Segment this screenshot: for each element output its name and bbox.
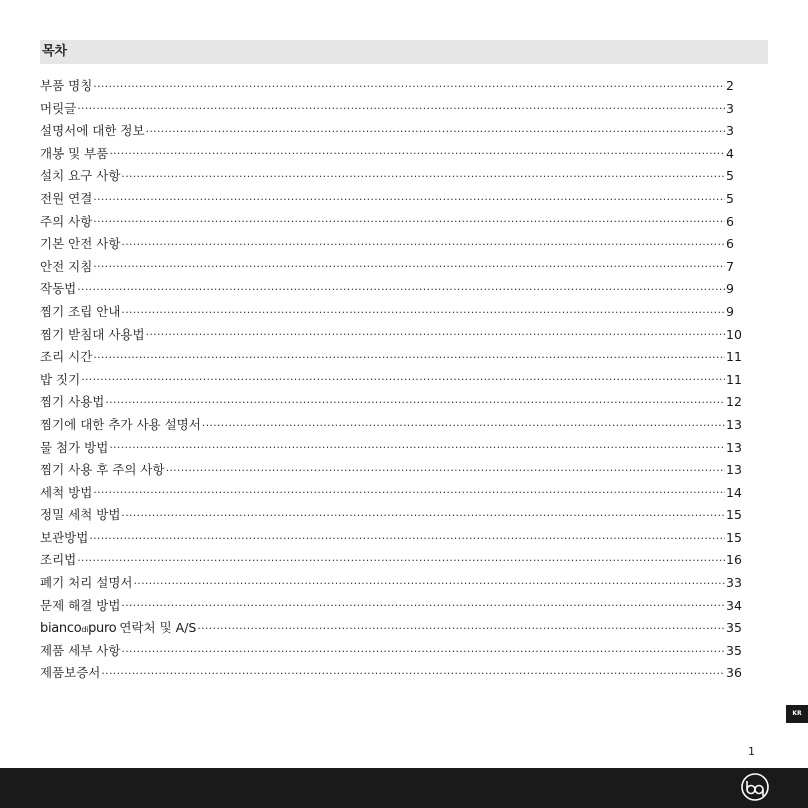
dot-leader	[77, 554, 725, 568]
toc-entry[interactable]	[40, 256, 740, 279]
toc-entry-label: 설치 요구 사항	[40, 168, 121, 184]
toc-entry-label: 안전 지침	[40, 258, 93, 274]
dot-leader	[77, 102, 725, 116]
dot-leader	[93, 350, 725, 364]
toc-entry-page: 9	[726, 303, 734, 319]
dot-leader	[101, 667, 725, 681]
toc-entry-page: 7	[726, 258, 734, 274]
toc-entry-label: 문제 해결 방법	[40, 597, 121, 613]
toc-entry[interactable]	[40, 233, 740, 256]
toc-entry-label: 주의 사항	[40, 213, 93, 229]
toc-entry-label: 작동법	[40, 281, 77, 297]
dot-leader	[93, 260, 725, 274]
dot-leader	[93, 79, 725, 93]
toc-entry-page: 6	[726, 213, 734, 229]
toc-entry[interactable]	[40, 482, 740, 505]
toc-list	[40, 75, 740, 685]
toc-entry-page: 4	[726, 145, 734, 161]
toc-entry-page: 16	[726, 552, 742, 568]
dot-leader	[81, 373, 725, 387]
toc-entry[interactable]	[40, 120, 740, 143]
dot-leader	[133, 576, 725, 590]
toc-entry-label: 찜기 받침대 사용법	[40, 326, 145, 342]
toc-entry-label: 밥 짓기	[40, 371, 81, 387]
toc-entry[interactable]	[40, 324, 740, 347]
dot-leader	[121, 509, 725, 523]
dot-leader	[89, 531, 725, 545]
toc-entry-label: 기본 안전 사항	[40, 236, 121, 252]
toc-entry-page: 35	[726, 620, 742, 636]
dot-leader	[121, 599, 725, 613]
toc-entry-label: 폐기 처리 설명서	[40, 575, 133, 591]
toc-entry-label: 찜기 사용법	[40, 394, 105, 410]
dot-leader	[146, 124, 725, 138]
toc-entry-page: 15	[726, 529, 742, 545]
biancodipuro-logo-icon	[740, 772, 770, 802]
toc-entry-page: 13	[726, 439, 742, 455]
dot-leader	[121, 305, 725, 319]
toc-entry[interactable]	[40, 346, 740, 369]
toc-entry[interactable]	[40, 549, 740, 572]
toc-entry-label: 전원 연결	[40, 190, 93, 206]
toc-entry-page: 11	[726, 349, 742, 365]
toc-entry-page: 35	[726, 642, 742, 658]
dot-leader	[202, 418, 725, 432]
toc-entry[interactable]	[40, 617, 740, 640]
dot-leader	[109, 147, 725, 161]
toc-entry-label: 개봉 및 부품	[40, 145, 109, 161]
toc-entry-page: 5	[726, 190, 734, 206]
toc-entry[interactable]	[40, 572, 740, 595]
dot-leader	[109, 441, 725, 455]
toc-entry-page: 12	[726, 394, 742, 410]
toc-entry-page: 13	[726, 416, 742, 432]
toc-entry-page: 9	[726, 281, 734, 297]
toc-entry-page: 3	[726, 100, 734, 116]
toc-entry[interactable]	[40, 391, 740, 414]
toc-entry-label: 찜기에 대한 추가 사용 설명서	[40, 416, 201, 432]
toc-entry[interactable]	[40, 165, 740, 188]
toc-entry[interactable]	[40, 143, 740, 166]
toc-entry-label: 머릿글	[40, 100, 77, 116]
toc-entry-page: 6	[726, 236, 734, 252]
footer-bar	[0, 768, 808, 808]
toc-entry-page: 33	[726, 575, 742, 591]
toc-entry-label: 제품보증서	[40, 665, 101, 681]
toc-entry-label: 세척 방법	[40, 484, 93, 500]
dot-leader	[93, 486, 725, 500]
dot-leader	[146, 328, 725, 342]
toc-entry[interactable]	[40, 437, 740, 460]
toc-entry[interactable]	[40, 75, 740, 98]
toc-entry[interactable]	[40, 301, 740, 324]
toc-entry-page: 34	[726, 597, 742, 613]
dot-leader	[166, 463, 725, 477]
toc-entry-label: 제품 세부 사항	[40, 642, 121, 658]
toc-entry-page: 14	[726, 484, 742, 500]
toc-entry[interactable]	[40, 662, 740, 685]
toc-entry-label: biancodipuro 연락처 및 A/S	[40, 620, 197, 637]
toc-entry-label: 조리법	[40, 552, 77, 568]
toc-entry[interactable]	[40, 527, 740, 550]
dot-leader	[93, 215, 725, 229]
toc-entry-page: 15	[726, 507, 742, 523]
toc-entry-label: 조리 시간	[40, 349, 93, 365]
toc-entry-label: 찜기 사용 후 주의 사항	[40, 462, 165, 478]
toc-entry-page: 13	[726, 462, 742, 478]
toc-entry[interactable]	[40, 504, 740, 527]
brand-wordmark: biancodipuro	[40, 621, 117, 637]
toc-entry-label: 설명서에 대한 정보	[40, 123, 145, 139]
toc-title: 목차	[40, 40, 768, 64]
toc-entry[interactable]	[40, 278, 740, 301]
dot-leader	[93, 192, 725, 206]
dot-leader	[121, 170, 725, 184]
toc-entry-label: 물 첨가 방법	[40, 439, 109, 455]
page-number: 1	[748, 745, 755, 758]
toc-entry[interactable]	[40, 98, 740, 121]
toc-entry[interactable]	[40, 188, 740, 211]
toc-entry[interactable]	[40, 414, 740, 437]
toc-entry-page: 10	[726, 326, 742, 342]
dot-leader	[121, 237, 725, 251]
toc-entry[interactable]	[40, 640, 740, 663]
toc-entry-page: 5	[726, 168, 734, 184]
toc-entry-label: 보관방법	[40, 529, 89, 545]
toc-entry-label: 정밀 세척 방법	[40, 507, 121, 523]
toc-entry-page: 2	[726, 78, 734, 93]
toc-entry-page: 3	[726, 123, 734, 139]
dot-leader	[77, 283, 725, 297]
toc-entry-label: 부품 명칭	[40, 78, 93, 93]
toc-entry-page: 36	[726, 665, 742, 681]
language-tab[interactable]: KR	[786, 705, 808, 723]
toc-entry[interactable]	[40, 459, 740, 482]
toc-entry[interactable]	[40, 369, 740, 392]
dot-leader	[197, 622, 725, 636]
toc-entry-label: 찜기 조립 안내	[40, 303, 121, 319]
toc-entry[interactable]	[40, 595, 740, 618]
toc-entry[interactable]	[40, 211, 740, 234]
toc-entry-page: 11	[726, 371, 742, 387]
dot-leader	[105, 396, 725, 410]
dot-leader	[121, 644, 725, 658]
